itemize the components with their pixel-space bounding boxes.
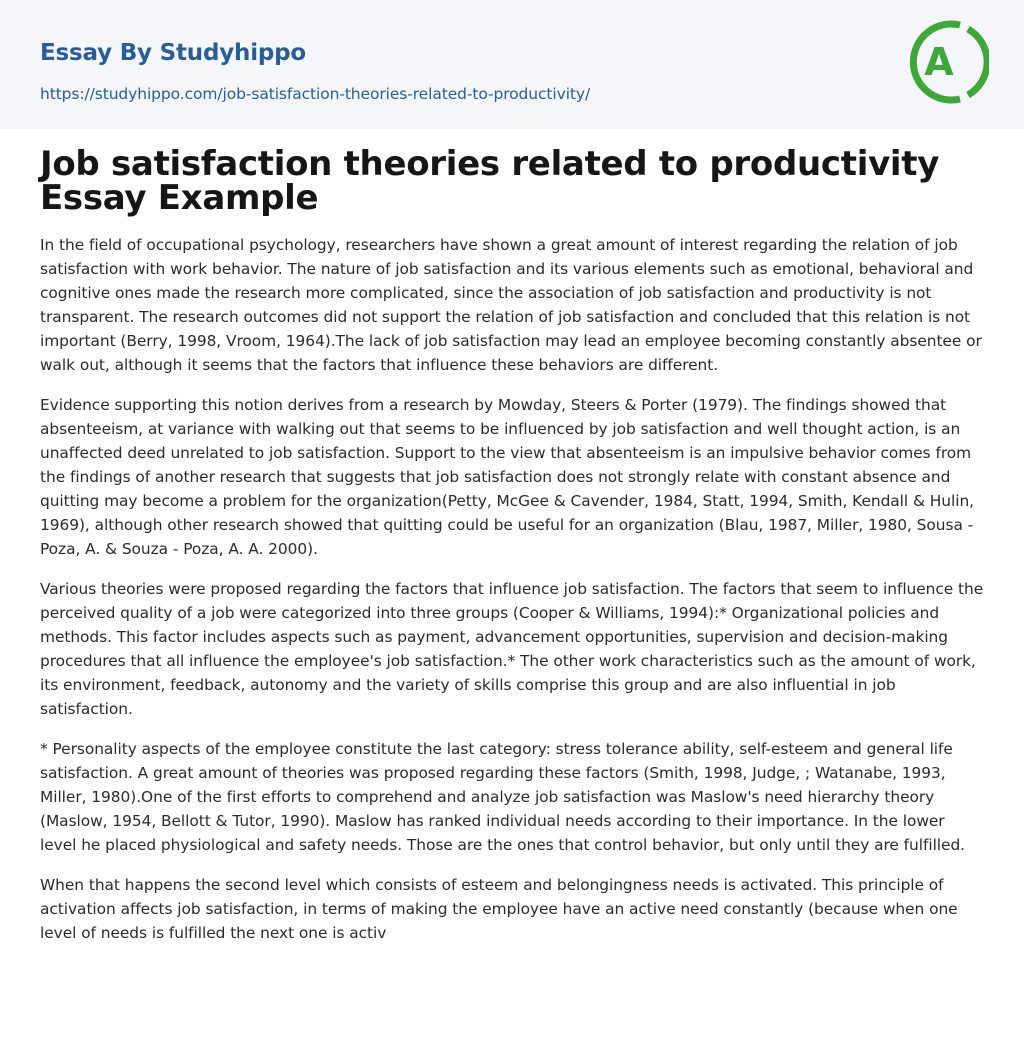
paragraph-5: When that happens the second level which consists of esteem and belongingness needs is activated. This principle of activation affects job satisfaction, in terms of making the employee have an active need constantly (because when one level of needs is fulfilled the next one is activ: [40, 876, 958, 942]
site-header: [0, 0, 1024, 129]
paragraph-1: In the field of occupational psychology, researchers have shown a great amount of interest regarding the relation of job satisfaction with work behavior. The nature of job satisfaction and its various elements such as emotional, behavioral and cognitive ones made the research more complicated, since the association of job satisfaction and productivity is not transparent. The research outcomes did not support the relation of job satisfaction and concluded that this relation is not important (Berry, 1998, Vroom, 1964).The lack of job satisfaction may lead an employee becoming constantly absentee or walk out, although it seems that the factors that influence these behaviors are different.: [40, 236, 982, 374]
logo-letter: A: [924, 40, 954, 84]
studyhippo-logo-icon[interactable]: [905, 18, 989, 106]
paragraph-2: Evidence supporting this notion derives from a research by Mowday, Steers & Porter (1979). The findings showed that absenteeism, at variance with walking out that seems to be influenced by job satisfaction and well thought action, is an unaffected deed unrelated to job satisfaction. Support to the view that absenteeism is an impulsive behavior comes from the findings of another research that suggests that job satisfaction does not strongly relate with constant absence and quitting may become a problem for the organization(Petty, McGee & Cavender, 1984, Statt, 1994, Smith, Kendall & Hulin, 1969), although other research showed that quitting could be useful for an organization (Blau, 1987, Miller, 1980, Sousa - Poza, A. & Souza - Poza, A. A. 2000).: [40, 396, 974, 558]
article-title-line1: Job satisfaction theories related to productivity: [40, 144, 940, 184]
site-name[interactable]: Essay By Studyhippo: [40, 40, 307, 66]
article-title-line2: Essay Example: [40, 178, 319, 218]
paragraph-3: Various theories were proposed regarding the factors that influence job satisfaction. The factors that seem to influence the perceived quality of a job were categorized into three groups (Cooper & Williams, 1994):* Organizational policies and methods. This factor includes aspects such as payment, advancement opportunities, supervision and decision-making procedures that all influence the employee's job satisfaction.* The other work characteristics such as the amount of work, its environment, feedback, autonomy and the variety of skills comprise this group and are also influential in job satisfaction.: [40, 580, 984, 718]
article-title: [40, 144, 984, 218]
paragraph-4: * Personality aspects of the employee constitute the last category: stress tolerance ability, self-esteem and general life satisfaction. A great amount of theories was proposed regarding these factors (Smith, 1998, Judge, ; Watanabe, 1993, Miller, 1980).One of the first efforts to comprehend and analyze job satisfaction was Maslow's need hierarchy theory (Maslow, 1954, Bellott & Tutor, 1990). Maslow has ranked individual needs according to their importance. In the lower level he placed physiological and safety needs. Those are the ones that control behavior, but only until they are fulfilled.: [40, 740, 966, 854]
article: [0, 129, 1024, 945]
page-url-link[interactable]: https://studyhippo.com/job-satisfaction-theories-related-to-productivity/: [40, 85, 591, 103]
